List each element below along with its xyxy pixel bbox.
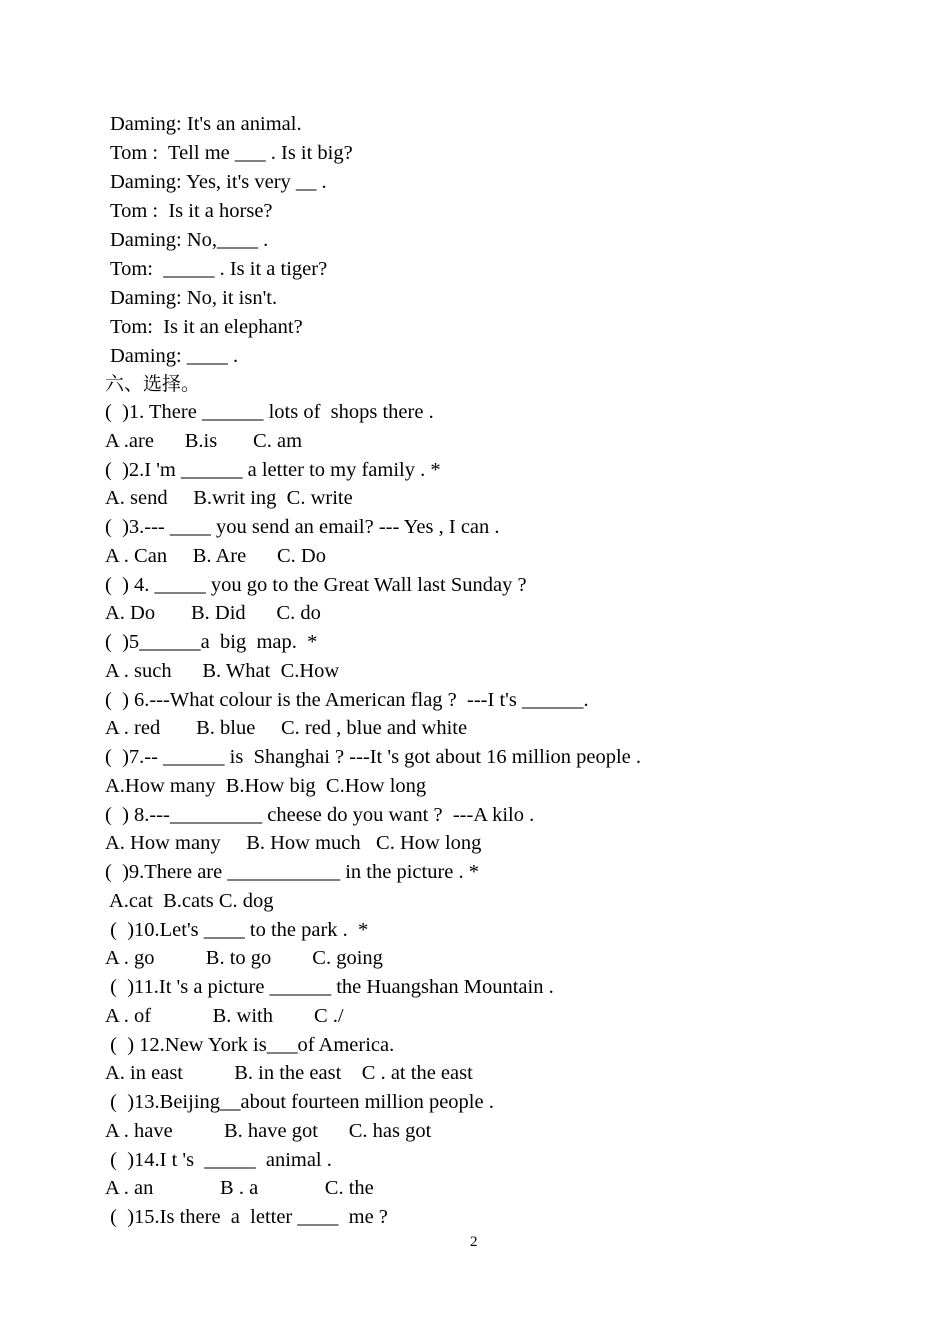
dialogue-line: Daming: No,____ . xyxy=(110,229,269,251)
question-line: ( ) 6.---What colour is the American flag ? ---I t's ______. xyxy=(105,688,589,711)
question-line: ( ) 8.---_________ cheese do you want ? ---A kilo . xyxy=(105,803,535,826)
options-line: A. send B.writ ing C. write xyxy=(105,487,353,510)
question-line: ( )15.Is there a letter ____ me ? xyxy=(105,1206,388,1228)
dialogue-line: Daming: No, it isn't. xyxy=(110,287,278,309)
options-line: A . Can B. Are C. Do xyxy=(105,544,326,567)
question-line: ( )3.--- ____ you send an email? --- Yes , I can . xyxy=(105,516,500,538)
page-number: 2 xyxy=(470,1234,478,1250)
dialogue-line: Tom : Tell me ___ . Is it big? xyxy=(110,142,353,164)
options-line: A. in east B. in the east C . at the east xyxy=(105,1062,473,1085)
options-line: A . an B . a C. the xyxy=(105,1177,374,1200)
question-line: ( )7.-- ______ is Shanghai ? ---It 's got about 16 million people . xyxy=(105,746,642,768)
question-line: ( ) 4. _____ you go to the Great Wall last Sunday ? xyxy=(105,573,527,596)
dialogue-line: Daming: ____ . xyxy=(110,345,239,367)
options-line: A. How many B. How much C. How long xyxy=(105,832,482,855)
dialogue-line: Tom : Is it a horse? xyxy=(110,200,273,222)
dialogue-line: Daming: It's an animal. xyxy=(110,113,302,135)
dialogue-line: Daming: Yes, it's very __ . xyxy=(110,171,327,193)
options-line: A . go B. to go C. going xyxy=(105,947,383,970)
section-title: 六、选择。 xyxy=(105,373,201,395)
options-line: A . red B. blue C. red , blue and white xyxy=(105,717,468,740)
question-line: ( ) 12.New York is___of America. xyxy=(105,1033,395,1056)
options-line: A . such B. What C.How xyxy=(105,659,340,682)
options-line: A . of B. with C ./ xyxy=(105,1004,344,1027)
options-line: A .are B.is C. am xyxy=(105,429,303,452)
dialogue-line: Tom: _____ . Is it a tiger? xyxy=(110,258,328,280)
question-line: ( )1. There ______ lots of shops there . xyxy=(105,401,434,423)
options-line: A.How many B.How big C.How long xyxy=(105,774,427,797)
question-line: ( )2.I 'm ______ a letter to my family . * xyxy=(105,458,441,481)
question-line: ( )13.Beijing__about fourteen million people . xyxy=(105,1091,494,1113)
dialogue-line: Tom: Is it an elephant? xyxy=(110,316,303,338)
options-line: A.cat B.cats C. dog xyxy=(105,889,274,912)
options-line: A . have B. have got C. has got xyxy=(105,1119,432,1142)
question-line: ( )10.Let's ____ to the park . * xyxy=(105,918,369,941)
question-line: ( )9.There are ___________ in the picture . * xyxy=(105,861,480,883)
question-line: ( )11.It 's a picture ______ the Huangshan Mountain . xyxy=(105,976,554,998)
question-line: ( )14.I t 's _____ animal . xyxy=(105,1148,332,1171)
question-line: ( )5______a big map. * xyxy=(105,631,318,653)
options-line: A. Do B. Did C. do xyxy=(105,602,321,625)
